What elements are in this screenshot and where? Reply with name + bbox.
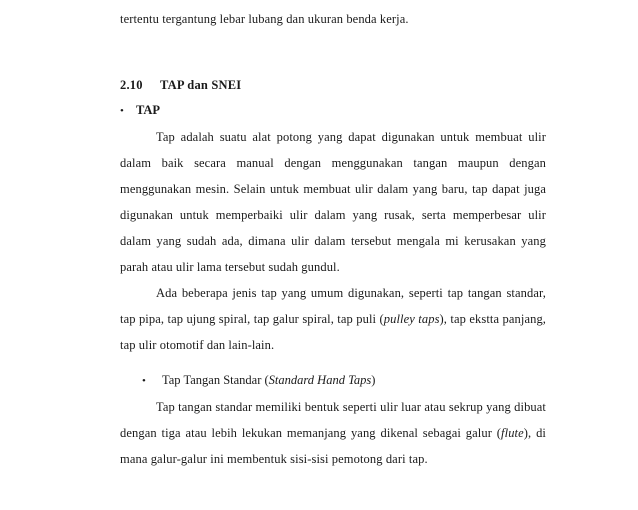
paragraph-tap-types-italic: pulley taps bbox=[383, 312, 440, 326]
paragraph-tap-types-part2: ), tap ekstta panjang, tap ulir otomotif dan lain-lain. bbox=[120, 312, 547, 352]
sub-bullet-marker-icon: • bbox=[142, 375, 146, 387]
bullet-label-tap: TAP bbox=[136, 103, 161, 117]
sub-bullet-text bbox=[162, 367, 375, 393]
paragraph-standard-hand-taps bbox=[120, 394, 546, 472]
sub-bullet-text-end: ) bbox=[371, 373, 376, 387]
paragraph-tap-definition: Tap adalah suatu alat potong yang dapat digunakan untuk membuat ulir dalam baik secara manual dengan menggunakan tangan maupun dengan menggunakan mesin. Selain untuk membuat ulir dalam yang baru, tap dapat juga digunakan untuk memperbaiki ulir dalam yang rusak, serta memperbesar ulir dalam yang sudah ada, dimana ulir dalam tersebut mengala mi kerusakan yang parah atau ulir lama tersebut sudah gundul. bbox=[120, 130, 546, 274]
section-title: TAP dan SNEI bbox=[160, 78, 242, 92]
paragraph-tap-types bbox=[120, 280, 546, 358]
section-number: 2.10 bbox=[120, 78, 143, 92]
section-heading bbox=[120, 78, 546, 93]
sub-bullet-text-plain: Tap Tangan Standar ( bbox=[162, 373, 269, 387]
paragraph-standard-italic: flute bbox=[501, 426, 524, 440]
bullet-marker-icon: • bbox=[120, 105, 124, 117]
paragraph-standard-part1: Tap tangan standar memiliki bentuk seperti ulir luar atau sekrup yang dibuat dengan tiga atau lebih lekukan memanjang yang dikenal sebagai galur ( bbox=[120, 400, 546, 440]
bullet-item-tap bbox=[120, 97, 546, 124]
section-spacer bbox=[120, 32, 546, 78]
sub-bullet-item-standard-hand-taps bbox=[120, 367, 546, 394]
sub-bullet-text-italic: Standard Hand Taps bbox=[268, 373, 372, 387]
paragraph-standard-part2: ), di mana galur-galur ini membentuk sisi-sisi pemotong dari tap. bbox=[120, 426, 546, 466]
document-body bbox=[120, 0, 546, 472]
sub-bullet-spacer bbox=[120, 358, 546, 367]
paragraph-continued: tertentu tergantung lebar lubang dan ukuran benda kerja. bbox=[120, 12, 409, 26]
paragraph-tap-types-part1: Ada beberapa jenis tap yang umum digunakan, seperti tap tangan standar, tap pipa, tap ujung spiral, tap galur spiral, tap puli ( bbox=[120, 286, 546, 326]
